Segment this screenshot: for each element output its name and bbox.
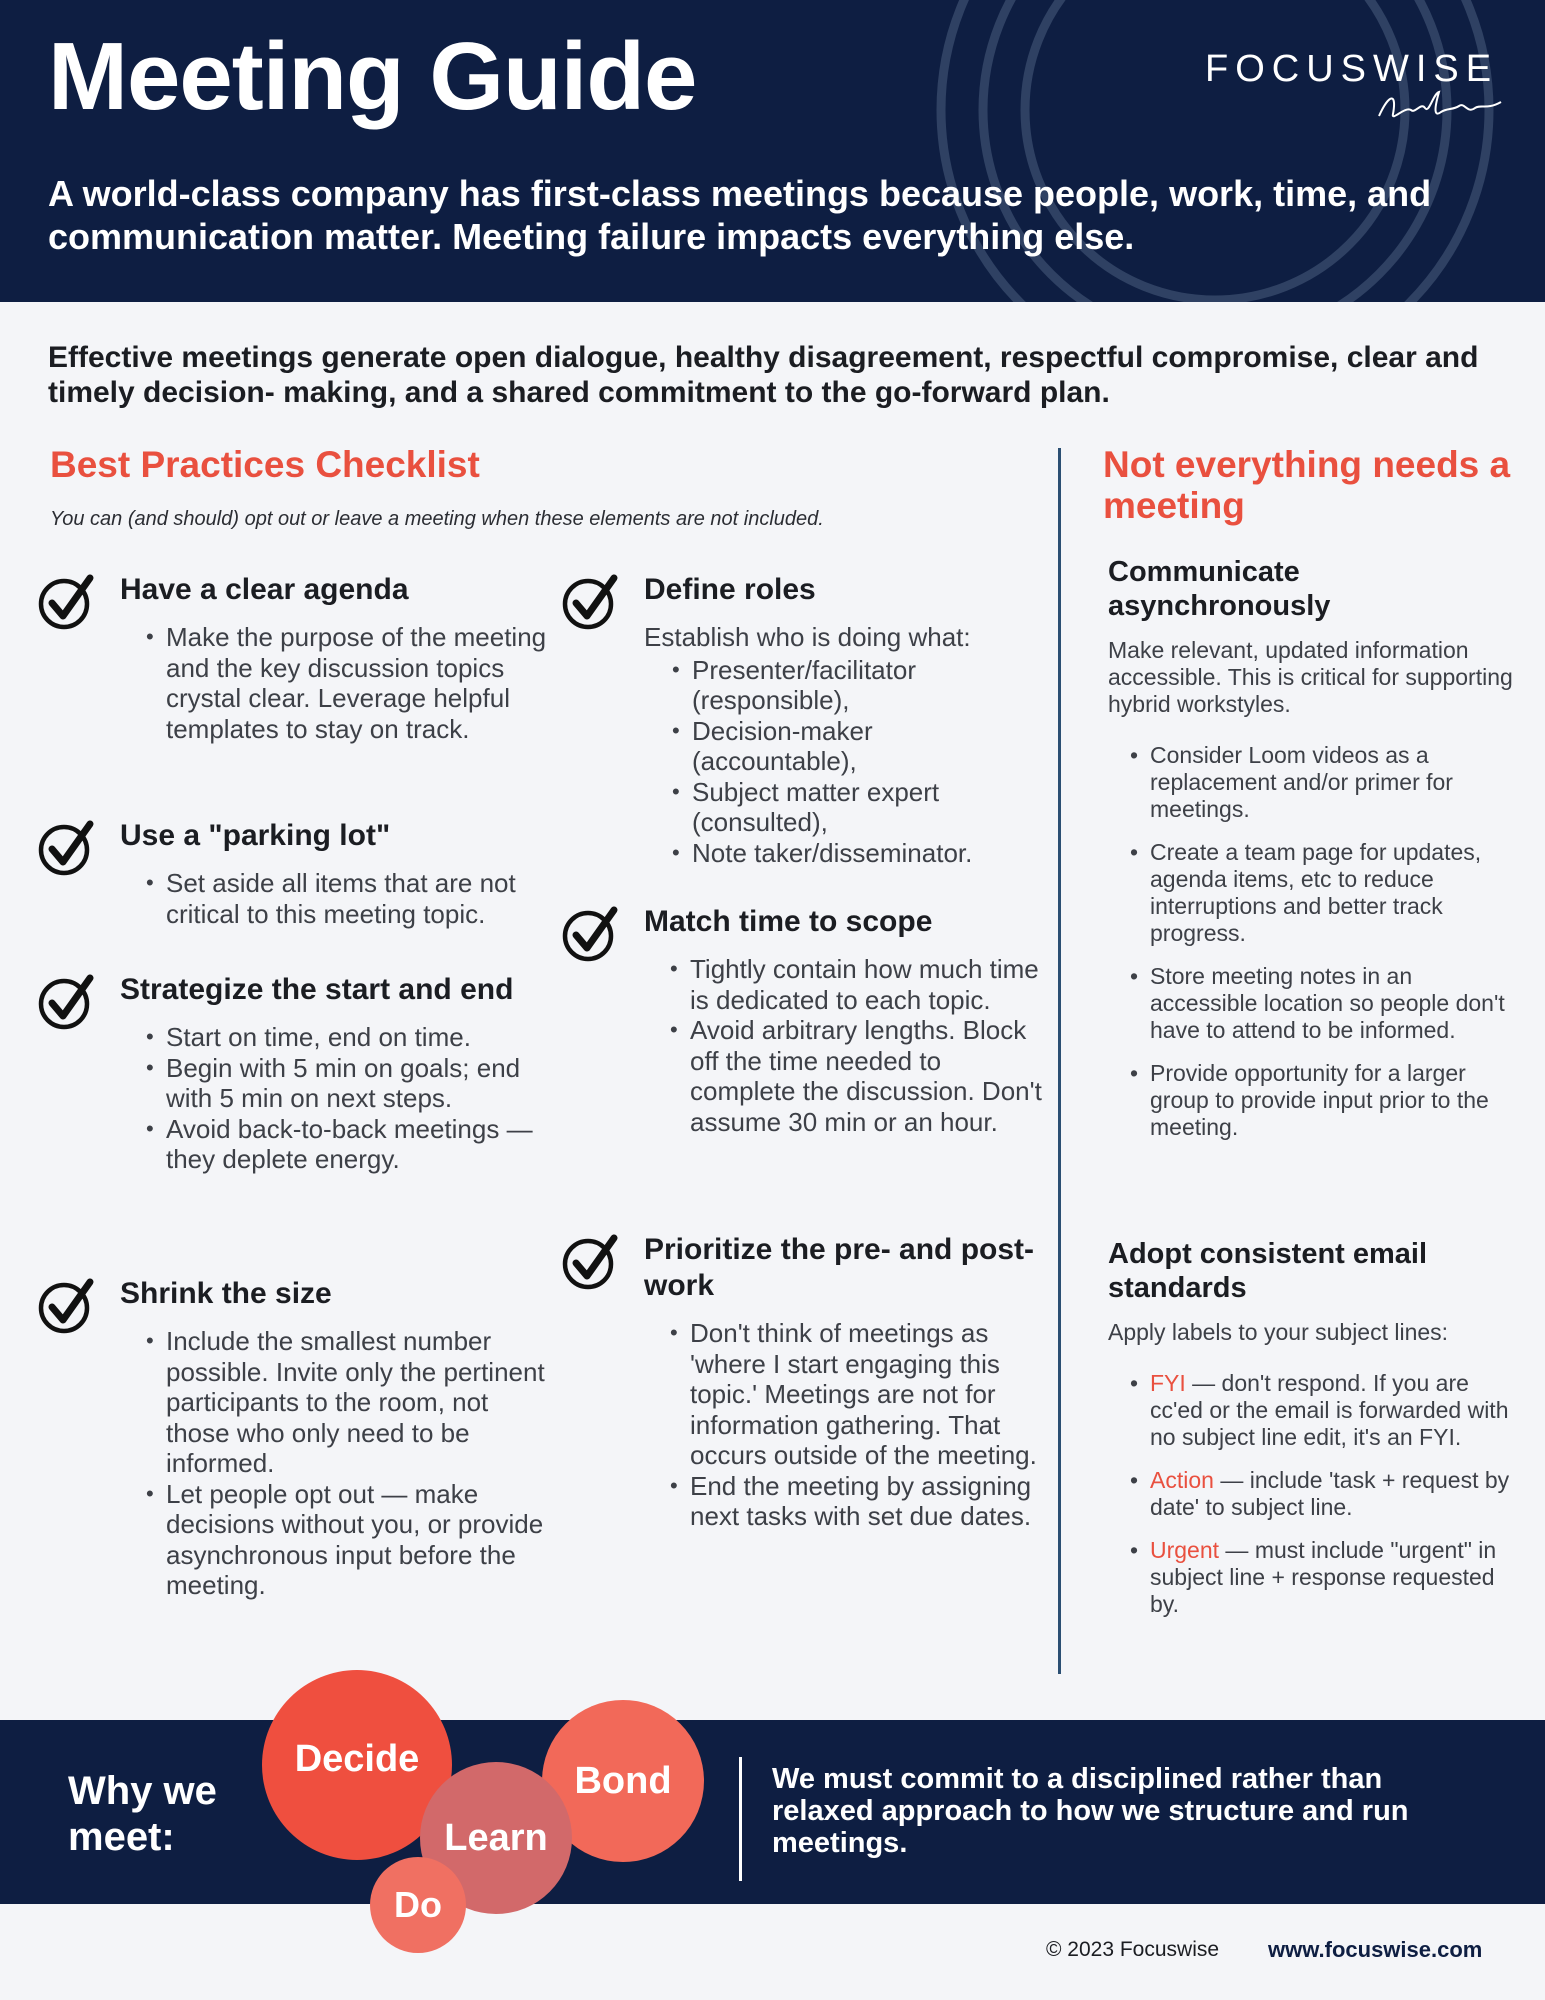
bullet: • Note taker/disseminator. xyxy=(692,838,1042,869)
copyright: © 2023 Focuswise xyxy=(1046,1938,1220,1961)
right-heading: Not everything needs a meeting xyxy=(1103,444,1511,527)
signature-graphic xyxy=(1375,88,1505,124)
check-icon xyxy=(562,1232,622,1292)
checklist-item-agenda xyxy=(38,572,558,744)
focuswise-logo[interactable] xyxy=(1205,48,1498,91)
bullet: • Store meeting notes in an accessible location so people don't have to attend to be informed. xyxy=(1150,963,1518,1044)
item-bullets xyxy=(38,1022,558,1175)
label-action xyxy=(1150,1467,1518,1521)
footer-divider xyxy=(739,1757,742,1881)
email-labels xyxy=(1108,1370,1518,1618)
checklist-item-roles xyxy=(562,572,1042,868)
checklist-item-parking-lot xyxy=(38,818,558,929)
item-title: Define roles xyxy=(644,573,816,606)
bullet: • Avoid arbitrary lengths. Block off the time needed to complete the discussion. Don't assume 30 min or an hour. xyxy=(690,1015,1042,1137)
item-title: Prioritize the pre- and post-work xyxy=(644,1233,1035,1302)
label-tag: Action xyxy=(1150,1467,1214,1494)
bullet: • Avoid back-to-back meetings — they deplete energy. xyxy=(166,1114,558,1175)
label-text: — don't respond. If you are cc'ed or the email is forwarded with no subject line edit, it's an FYI. xyxy=(1150,1370,1509,1451)
bullet: • End the meeting by assigning next tasks with set due dates. xyxy=(690,1471,1042,1532)
circle-label: Bond xyxy=(574,1759,672,1802)
bullet: • Make the purpose of the meeting and the key discussion topics crystal clear. Leverage helpful templates to stay on track. xyxy=(166,622,558,744)
label-urgent xyxy=(1150,1537,1518,1618)
label-tag: Urgent xyxy=(1150,1537,1220,1564)
intro-statement: Effective meetings generate open dialogue, healthy disagreement, respectful compromise, clear and timely decision- making, and a shared commitment to the go-forward plan. xyxy=(48,341,1479,410)
check-icon xyxy=(38,1276,98,1336)
bullet: • Don't think of meetings as 'where I start engaging this topic.' Meetings are not for information gathering. That occurs outside of the meeting. xyxy=(690,1318,1042,1471)
check-icon xyxy=(38,572,98,632)
bullet: • Include the smallest number possible. Invite only the pertinent participants to the room, not those who only need to be informed. xyxy=(166,1326,558,1479)
async-bullets xyxy=(1108,742,1518,1141)
bullet: • Start on time, end on time. xyxy=(166,1022,558,1053)
circle-label: Learn xyxy=(444,1816,548,1859)
check-icon xyxy=(38,818,98,878)
email-section xyxy=(1108,1238,1518,1634)
bullet: • Begin with 5 min on goals; end with 5 min on next steps. xyxy=(166,1053,558,1114)
logo-wordmark: FOCUSWISE xyxy=(1205,48,1499,90)
async-section xyxy=(1108,556,1518,1157)
commitment-statement: We must commit to a disciplined rather than relaxed approach to how we structure and run meetings. xyxy=(772,1763,1409,1859)
bullet: • Decision-maker (accountable), xyxy=(692,716,1042,777)
circle-do xyxy=(370,1857,466,1953)
bullet: • Tightly contain how much time is dedicated to each topic. xyxy=(690,954,1042,1015)
item-bullets xyxy=(38,868,558,929)
email-title: Adopt consistent email standards xyxy=(1108,1238,1428,1304)
item-bullets xyxy=(562,954,1042,1137)
item-bullets xyxy=(38,622,558,744)
bullet: • Create a team page for updates, agenda items, etc to reduce interruptions and better track progress. xyxy=(1150,839,1518,947)
checklist-note: You can (and should) opt out or leave a meeting when these elements are not included. xyxy=(50,508,824,530)
item-bullets xyxy=(38,1326,558,1601)
item-title: Have a clear agenda xyxy=(120,573,409,606)
checklist-item-scope xyxy=(562,904,1042,1137)
check-icon xyxy=(38,972,98,1032)
item-title: Strategize the start and end xyxy=(120,973,514,1006)
bullet: • Consider Loom videos as a replacement and/or primer for meetings. xyxy=(1150,742,1518,823)
bullet: • Let people opt out — make decisions without you, or provide asynchronous input before the meeting. xyxy=(166,1479,558,1601)
column-divider xyxy=(1058,448,1061,1674)
bullet: • Provide opportunity for a larger group to provide input prior to the meeting. xyxy=(1150,1060,1518,1141)
label-fyi xyxy=(1150,1370,1518,1451)
roles-lead: Establish who is doing what: xyxy=(644,622,971,652)
async-title: Communicate asynchronously xyxy=(1108,556,1331,622)
checklist-item-shrink xyxy=(38,1276,558,1601)
page-title: Meeting Guide xyxy=(48,23,697,130)
check-icon xyxy=(562,572,622,632)
check-icon xyxy=(562,904,622,964)
checklist-item-prework xyxy=(562,1232,1042,1532)
checklist-heading: Best Practices Checklist xyxy=(50,444,480,485)
bullet: • Presenter/facilitator (responsible), xyxy=(692,655,1042,716)
label-text: — include 'task + request by date' to subject line. xyxy=(1150,1467,1510,1521)
async-text: Make relevant, updated information accessible. This is critical for supporting hybrid workstyles. xyxy=(1108,637,1513,718)
item-bullets xyxy=(562,655,1042,869)
header-subtitle: A world-class company has first-class meetings because people, work, time, and communication matter. Meeting failure impacts everything else. xyxy=(48,173,1432,258)
circle-label: Do xyxy=(394,1884,442,1925)
bullet: • Set aside all items that are not critical to this meeting topic. xyxy=(166,868,558,929)
item-title: Shrink the size xyxy=(120,1277,332,1310)
email-text: Apply labels to your subject lines: xyxy=(1108,1319,1449,1346)
item-bullets xyxy=(562,1318,1042,1532)
label-tag: FYI xyxy=(1150,1370,1186,1397)
header-banner xyxy=(0,0,1545,302)
bullet: • Subject matter expert (consulted), xyxy=(692,777,1042,838)
label-text: — must include "urgent" in subject line + response requested by. xyxy=(1150,1537,1497,1618)
checklist-item-strategize xyxy=(38,972,558,1175)
circle-label: Decide xyxy=(294,1738,420,1780)
item-title: Match time to scope xyxy=(644,905,933,938)
why-we-meet: Why we meet: xyxy=(68,1769,217,1859)
website-link[interactable]: www.focuswise.com xyxy=(1268,1937,1483,1962)
item-title: Use a "parking lot" xyxy=(120,819,391,852)
